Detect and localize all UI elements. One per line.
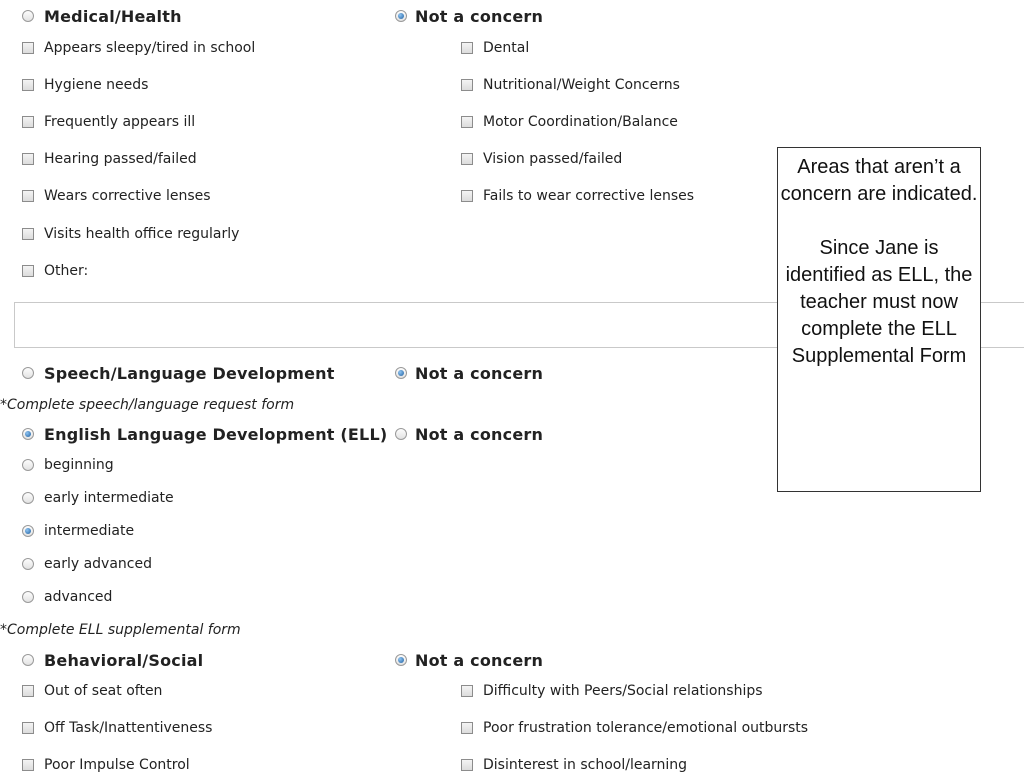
radio-label: early advanced (44, 556, 152, 572)
behavioral-not-concern-radio[interactable] (395, 654, 407, 666)
checkbox[interactable] (22, 759, 34, 771)
medical-item-lenses[interactable] (22, 186, 211, 206)
checkbox-label: Other: (44, 263, 89, 279)
behavioral-item-disinterest[interactable] (461, 755, 687, 775)
medical-item-dental[interactable] (461, 38, 529, 58)
speech-not-concern-radio[interactable] (395, 367, 407, 379)
checkbox-label: Hygiene needs (44, 77, 149, 93)
speech-concern-radio[interactable] (22, 367, 34, 379)
ell-not-concern (395, 424, 543, 444)
checkbox-label: Out of seat often (44, 683, 163, 699)
checkbox-label: Nutritional/Weight Concerns (483, 77, 680, 93)
checkbox-label: Vision passed/failed (483, 151, 623, 167)
checkbox[interactable] (461, 759, 473, 771)
medical-item-other[interactable] (22, 261, 88, 281)
checkbox[interactable] (22, 228, 34, 240)
checkbox-label: Appears sleepy/tired in school (44, 40, 256, 56)
checkbox[interactable] (22, 79, 34, 91)
behavioral-concern-radio[interactable] (22, 654, 34, 666)
ell-not-concern-radio[interactable] (395, 428, 407, 440)
speech-note: *Complete speech/language request form (0, 397, 295, 413)
ell-level-beginning[interactable] (22, 455, 114, 475)
callout-text-2: Since Jane is identified as ELL, the teacher must now complete the ELL Supplemental Form (785, 237, 973, 367)
checkbox[interactable] (461, 722, 473, 734)
ell-level-early-intermediate[interactable] (22, 488, 174, 508)
behavioral-item-frustration[interactable] (461, 718, 808, 738)
checkbox-label: Off Task/Inattentiveness (44, 720, 213, 736)
checkbox[interactable] (22, 722, 34, 734)
medical-not-concern-radio[interactable] (395, 10, 407, 22)
radio-button[interactable] (22, 492, 34, 504)
radio-button[interactable] (22, 459, 34, 471)
medical-item-motor[interactable] (461, 112, 678, 132)
medical-title: Medical/Health (44, 6, 182, 26)
checkbox[interactable] (22, 265, 34, 277)
ell-level-advanced[interactable] (22, 587, 112, 607)
ell-header (22, 424, 387, 444)
callout-text-1: Areas that aren’t a concern are indicated. (780, 156, 978, 205)
speech-title: Speech/Language Development (44, 363, 335, 383)
medical-header (22, 6, 182, 26)
checkbox[interactable] (461, 79, 473, 91)
ell-note: *Complete ELL supplemental form (0, 622, 241, 638)
medical-item-hearing[interactable] (22, 149, 197, 169)
checkbox[interactable] (461, 685, 473, 697)
annotation-callout (777, 147, 981, 492)
radio-label: early intermediate (44, 490, 174, 506)
checkbox-label: Motor Coordination/Balance (483, 114, 678, 130)
medical-item-nutrition[interactable] (461, 75, 680, 95)
behavioral-item-peers[interactable] (461, 681, 763, 701)
behavioral-title: Behavioral/Social (44, 650, 204, 670)
speech-not-concern (395, 363, 543, 383)
medical-item-vision[interactable] (461, 149, 622, 169)
checkbox-label: Dental (483, 40, 530, 56)
speech-header (22, 363, 335, 383)
checkbox-label: Poor frustration tolerance/emotional outbursts (483, 720, 809, 736)
checkbox[interactable] (22, 116, 34, 128)
medical-item-ill[interactable] (22, 112, 195, 132)
ell-concern-radio[interactable] (22, 428, 34, 440)
behavioral-header (22, 650, 203, 670)
radio-button[interactable] (22, 591, 34, 603)
checkbox-label: Visits health office regularly (44, 226, 240, 242)
checkbox[interactable] (22, 153, 34, 165)
medical-item-sleepy[interactable] (22, 38, 255, 58)
medical-not-concern (395, 6, 543, 26)
radio-label: intermediate (44, 523, 135, 539)
checkbox[interactable] (461, 153, 473, 165)
behavioral-item-impulse[interactable] (22, 755, 190, 775)
callout-spacer (778, 208, 980, 235)
checkbox[interactable] (22, 190, 34, 202)
checkbox-label: Hearing passed/failed (44, 151, 197, 167)
checkbox-label: Fails to wear corrective lenses (483, 188, 695, 204)
checkbox[interactable] (22, 42, 34, 54)
medical-item-health-office[interactable] (22, 224, 239, 244)
checkbox-label: Difficulty with Peers/Social relationships (483, 683, 763, 699)
behavioral-item-off-task[interactable] (22, 718, 212, 738)
ell-level-intermediate[interactable] (22, 521, 134, 541)
behavioral-not-concern-label: Not a concern (415, 650, 544, 670)
checkbox[interactable] (461, 42, 473, 54)
checkbox[interactable] (22, 685, 34, 697)
medical-not-concern-label: Not a concern (415, 6, 544, 26)
radio-label: beginning (44, 457, 114, 473)
ell-title: English Language Development (ELL) (44, 424, 388, 444)
checkbox-label: Disinterest in school/learning (483, 757, 688, 773)
behavioral-item-seat[interactable] (22, 681, 162, 701)
checkbox[interactable] (461, 190, 473, 202)
radio-label: advanced (44, 589, 113, 605)
medical-item-hygiene[interactable] (22, 75, 148, 95)
checkbox[interactable] (461, 116, 473, 128)
checkbox-label: Wears corrective lenses (44, 188, 211, 204)
medical-concern-radio[interactable] (22, 10, 34, 22)
checkbox-label: Frequently appears ill (44, 114, 196, 130)
speech-not-concern-label: Not a concern (415, 363, 544, 383)
behavioral-not-concern (395, 650, 543, 670)
ell-level-early-advanced[interactable] (22, 554, 152, 574)
radio-button[interactable] (22, 525, 34, 537)
checkbox-label: Poor Impulse Control (44, 757, 190, 773)
medical-item-fails-lenses[interactable] (461, 186, 694, 206)
ell-not-concern-label: Not a concern (415, 424, 544, 444)
radio-button[interactable] (22, 558, 34, 570)
